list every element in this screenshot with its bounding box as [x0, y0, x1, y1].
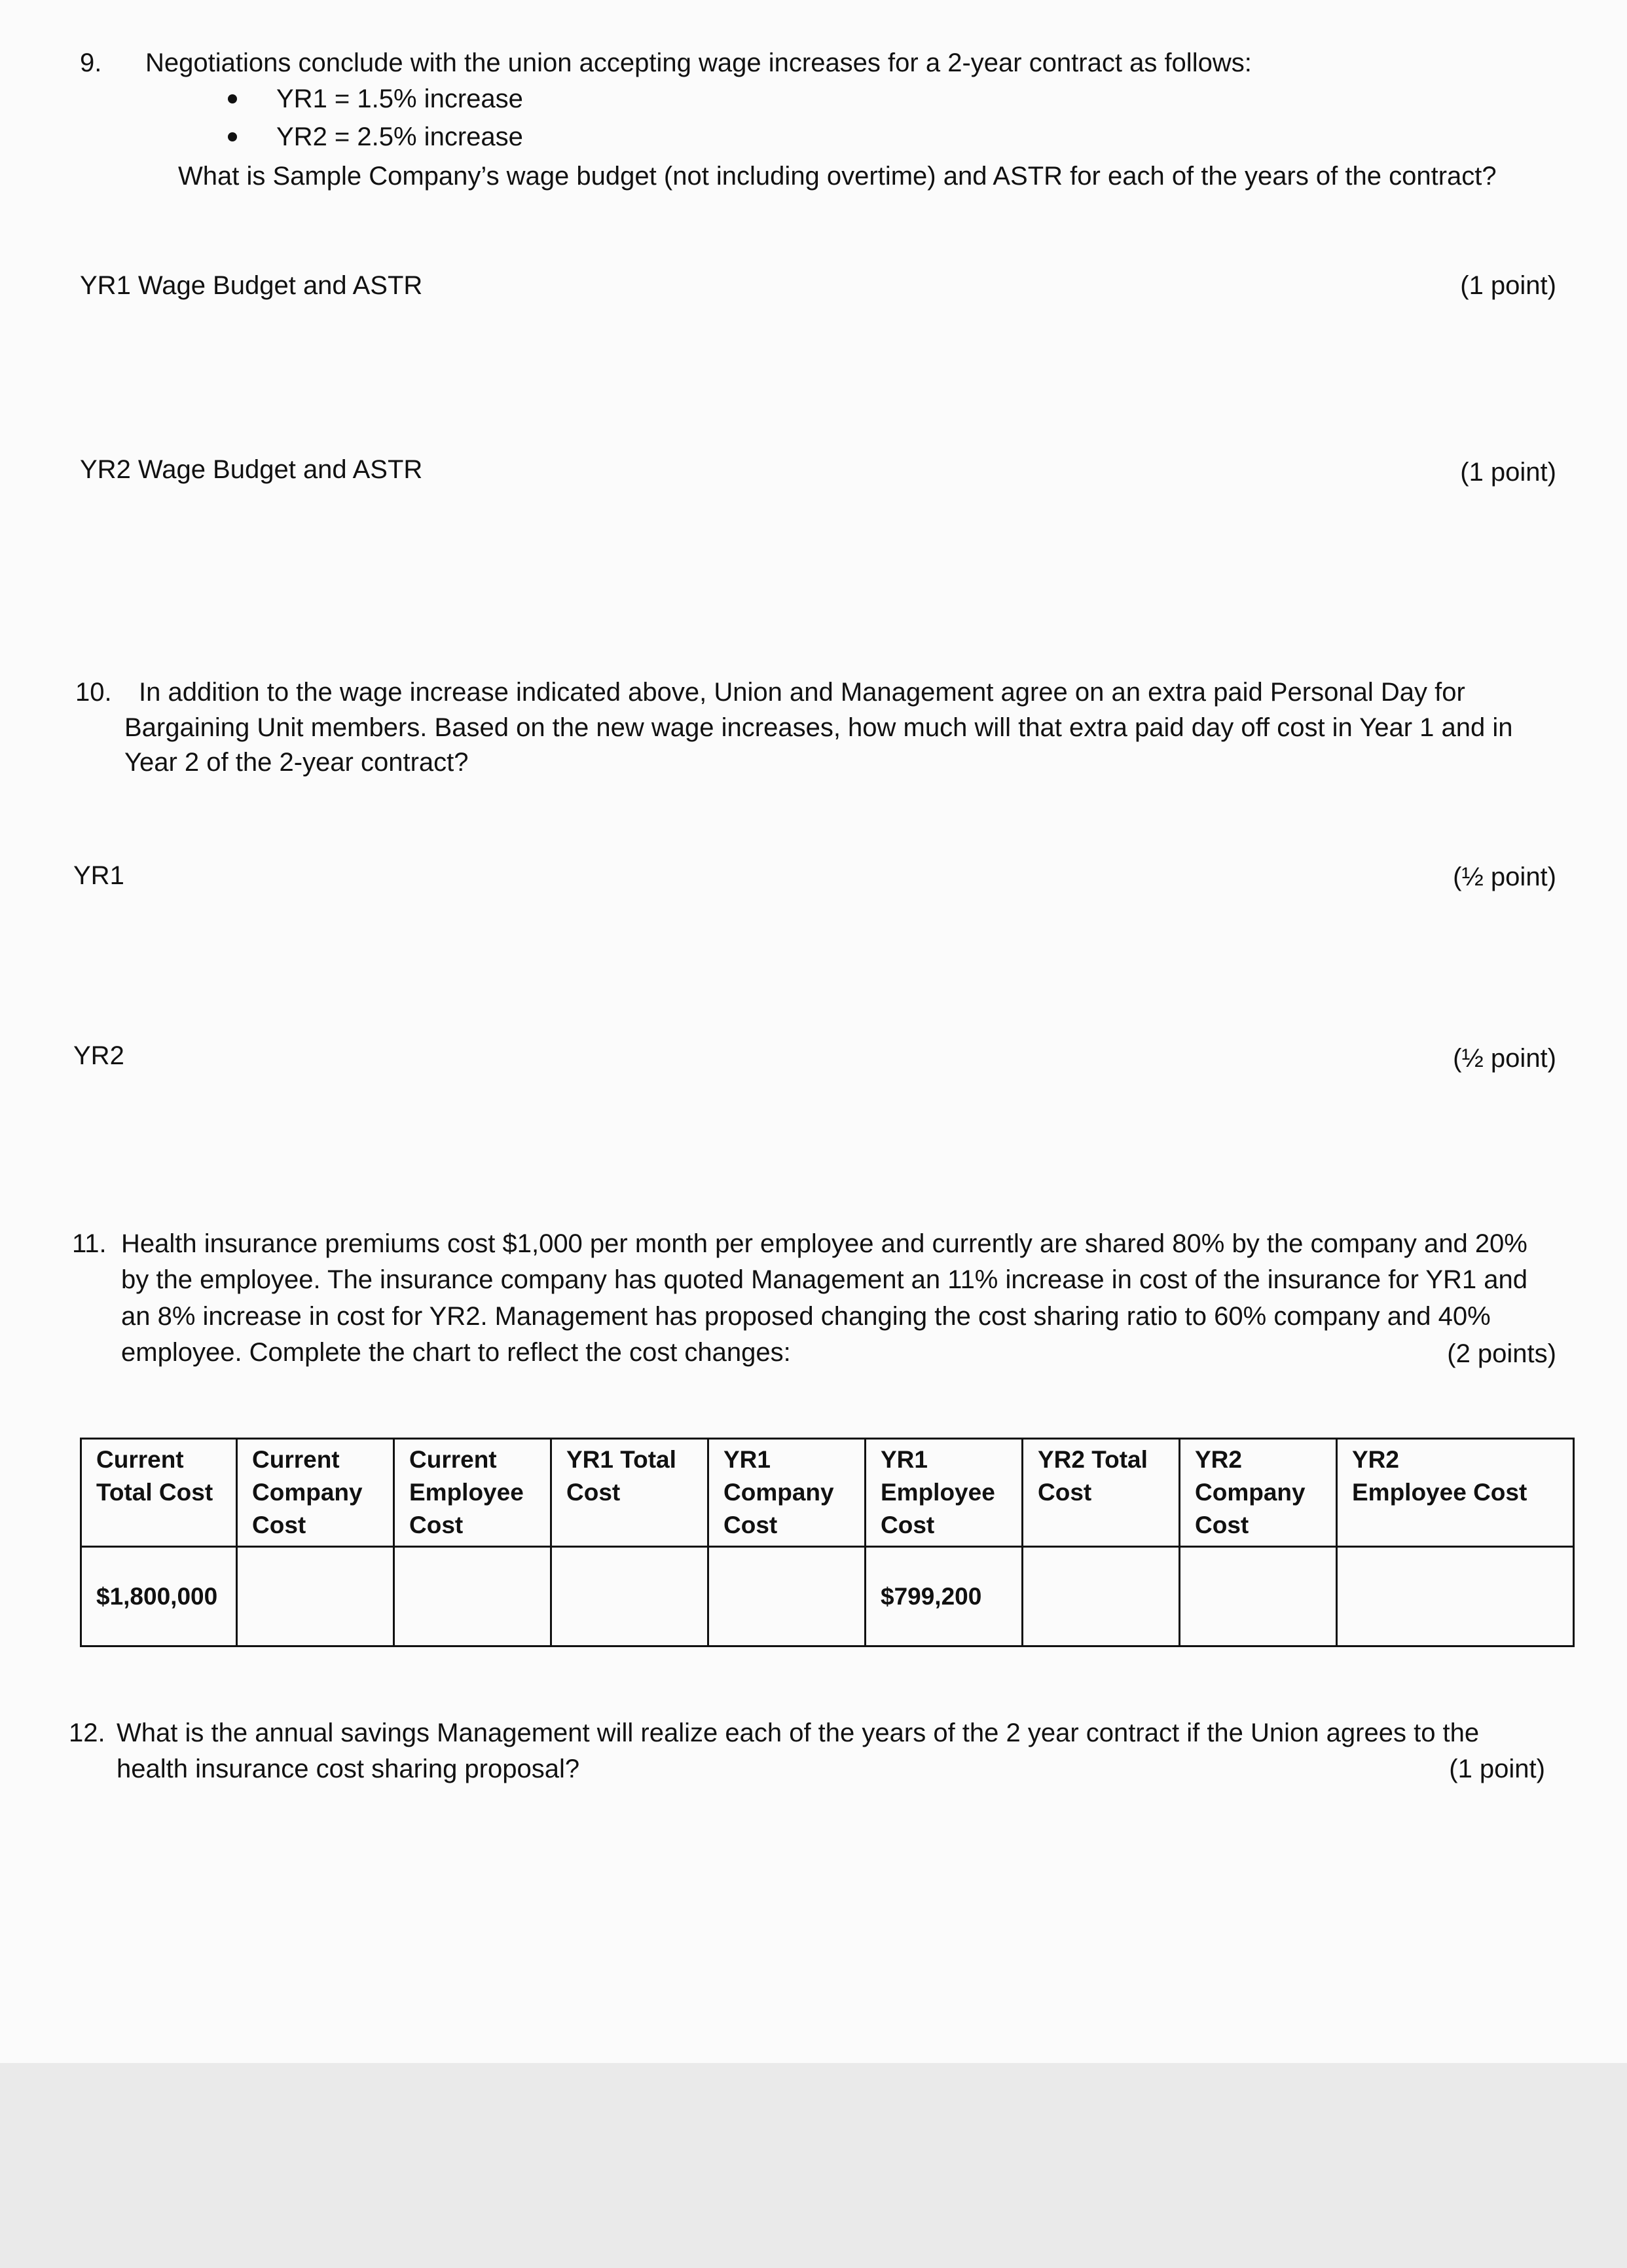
q10-line-1: In addition to the wage increase indicated above, Union and Management agree on an extra paid Personal Day for — [139, 678, 1465, 707]
header-current-employee-cost: Current Employee Cost — [394, 1439, 551, 1547]
bullet-icon — [228, 94, 237, 103]
q11-line-2: by the employee. The insurance company has quoted Management an 11% increase in cost of the insurance for YR1 and — [121, 1265, 1527, 1294]
q10-line-2: Bargaining Unit members. Based on the new wage increases, how much will that extra paid day off cost in Year 1 and in — [124, 713, 1513, 742]
cell-yr1-total-cost[interactable] — [551, 1547, 708, 1646]
header-yr1-employee-cost: YR1 Employee Cost — [866, 1439, 1023, 1547]
q9-yr1-label: YR1 Wage Budget and ASTR — [80, 271, 423, 300]
q10-yr1-points: (½ point) — [1453, 863, 1556, 891]
q9-yr2-points: (1 point) — [1460, 458, 1556, 487]
q10-yr1-label: YR1 — [73, 861, 124, 890]
q10-yr2-label: YR2 — [73, 1041, 124, 1070]
cell-current-employee-cost[interactable] — [394, 1547, 551, 1646]
cost-chart-table — [80, 1438, 1575, 1647]
table-row — [81, 1547, 1574, 1646]
q10-number: 10. — [75, 678, 112, 707]
cell-yr1-employee-cost: $799,200 — [866, 1547, 1023, 1646]
scanner-bed-margin — [0, 2063, 1627, 2268]
cell-yr2-total-cost[interactable] — [1023, 1547, 1180, 1646]
q12-points: (1 point) — [1449, 1755, 1545, 1783]
q9-intro: Negotiations conclude with the union accepting wage increases for a 2-year contract as follows: — [145, 48, 1252, 77]
q11-number: 11. — [72, 1229, 107, 1258]
q12-line-1: What is the annual savings Management will realize each of the years of the 2 year contract if the Union agrees to the — [117, 1719, 1480, 1747]
q9-bullet-1: YR1 = 1.5% increase — [276, 84, 523, 113]
q11-line-4: employee. Complete the chart to reflect the cost changes: — [121, 1338, 791, 1367]
q11-line-1: Health insurance premiums cost $1,000 per month per employee and currently are shared 80% by the company and 20% — [121, 1229, 1527, 1258]
header-yr1-company-cost: YR1 Company Cost — [708, 1439, 866, 1547]
q12-line-2: health insurance cost sharing proposal? — [117, 1755, 580, 1783]
q11-points: (2 points) — [1447, 1339, 1556, 1368]
header-yr2-total-cost: YR2 Total Cost — [1023, 1439, 1180, 1547]
q9-yr2-label: YR2 Wage Budget and ASTR — [80, 455, 423, 484]
q11-line-3: an 8% increase in cost for YR2. Management has proposed changing the cost sharing ratio to 60% company and 40% — [121, 1302, 1491, 1331]
q9-number: 9. — [80, 48, 102, 77]
table-header-row — [81, 1439, 1574, 1547]
cell-yr1-company-cost[interactable] — [708, 1547, 866, 1646]
q10-yr2-points: (½ point) — [1453, 1044, 1556, 1073]
bullet-icon — [228, 132, 237, 141]
q9-question: What is Sample Company’s wage budget (not including overtime) and ASTR for each of the years of the contract? — [178, 162, 1497, 191]
header-current-company-cost: Current Company Cost — [237, 1439, 394, 1547]
q12-number: 12. — [69, 1719, 105, 1747]
q9-yr1-points: (1 point) — [1460, 271, 1556, 300]
cell-current-total-cost: $1,800,000 — [81, 1547, 237, 1646]
header-current-total-cost: Current Total Cost — [81, 1439, 237, 1547]
cell-current-company-cost[interactable] — [237, 1547, 394, 1646]
cell-yr2-employee-cost[interactable] — [1337, 1547, 1574, 1646]
header-yr2-company-cost: YR2 Company Cost — [1180, 1439, 1337, 1547]
header-yr1-total-cost: YR1 Total Cost — [551, 1439, 708, 1547]
header-yr2-employee-cost: YR2 Employee Cost — [1337, 1439, 1574, 1547]
q9-bullet-2: YR2 = 2.5% increase — [276, 122, 523, 151]
q10-line-3: Year 2 of the 2-year contract? — [124, 748, 469, 777]
cell-yr2-company-cost[interactable] — [1180, 1547, 1337, 1646]
